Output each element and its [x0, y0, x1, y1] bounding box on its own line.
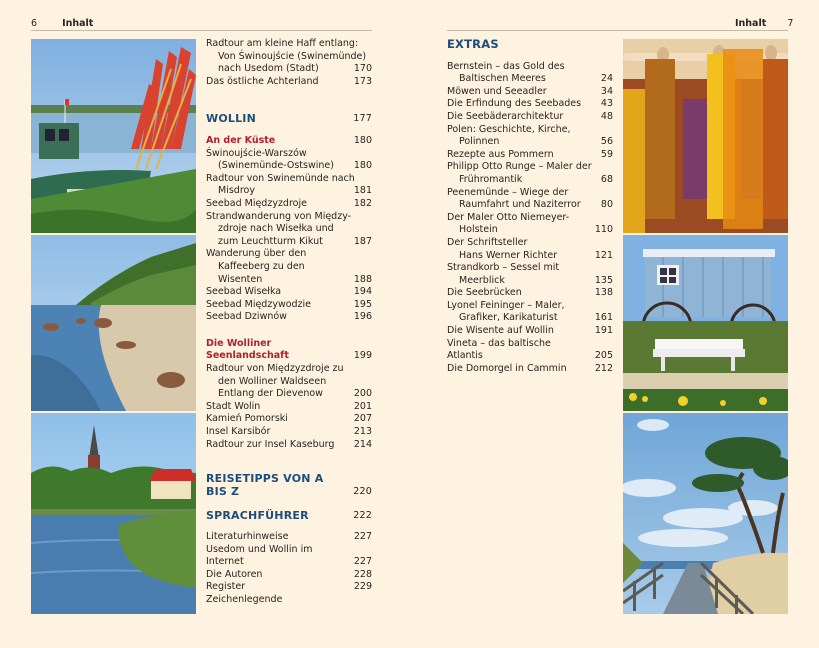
toc-entry[interactable]: Radtour zur Insel Kaseburg 214: [206, 438, 372, 450]
toc-entry[interactable]: Seebad Dziwnów 196: [206, 311, 372, 323]
toc-entry[interactable]: Polen: Geschichte, Kirche, Polinnen 56: [447, 123, 613, 148]
toc-subsection-kueste[interactable]: An der Küste 180: [206, 134, 372, 146]
extras-title: EXTRAS: [447, 37, 499, 51]
toc-entry[interactable]: Seebad Międzyzdroje 182: [206, 197, 372, 209]
toc-entry[interactable]: Die Seebäderarchitektur 48: [447, 110, 613, 122]
left-page: [0, 0, 409, 648]
toc-entry[interactable]: Philipp Otto Runge – Maler der Frühromantik 68: [447, 161, 613, 185]
header-title: Inhalt: [62, 18, 94, 29]
left-toc: [206, 38, 372, 607]
lake-town-church-photo: [31, 413, 196, 614]
toc-entry[interactable]: Die Seebrücken 138: [447, 287, 613, 299]
bathing-hut-photo: [623, 235, 788, 411]
toc-entry[interactable]: Radtour von Międzyzdroje zu den Wolliner Waldseen Entlang der Dievenow 200: [206, 363, 372, 400]
toc-entry[interactable]: Möwen und Seeadler 34: [447, 85, 613, 97]
toc-entry[interactable]: Zeichenlegende: [206, 593, 283, 605]
toc-subsection-seenlandschaft[interactable]: Die Wolliner Seenlandschaft 199: [206, 337, 372, 362]
toc-entry[interactable]: Usedom und Wollin im Internet 227: [206, 543, 372, 568]
toc-entry[interactable]: Vineta – das baltische Atlantis 205: [447, 337, 613, 362]
toc-entry[interactable]: Radtour am kleine Haff entlang: Von Świnoujście (Swinemünde) nach Usedom (Stadt) 170: [206, 38, 372, 75]
toc-entry[interactable]: Radtour von Swinemünde nach Misdroy 181: [206, 172, 372, 197]
toc-section-sprachfuehrer[interactable]: SPRACHFÜHRER 222: [206, 509, 372, 523]
toc-entry[interactable]: Das östliche Achterland 173: [206, 75, 372, 87]
toc-entry[interactable]: Wanderung über den Kaffeeberg zu den Wisenten 188: [206, 248, 372, 285]
toc-entry[interactable]: Rezepte aus Pommern 59: [447, 148, 613, 160]
header-rule: [31, 30, 372, 31]
fishing-boat-photo: [31, 39, 196, 233]
toc-entry[interactable]: Peenemünde – Wiege der Raumfahrt und Naziterror 80: [447, 186, 613, 211]
beach-path-pine-photo: [623, 413, 788, 614]
page-number: 6: [31, 18, 38, 29]
toc-entry[interactable]: Der Maler Otto Niemeyer- Holstein 110: [447, 211, 613, 236]
toc-entry[interactable]: Die Domorgel in Cammin 212: [447, 362, 613, 374]
toc-entry[interactable]: Kamień Pomorski 207: [206, 413, 372, 425]
toc-entry[interactable]: Insel Karsibór 213: [206, 426, 372, 438]
toc-entry[interactable]: Strandwanderung von Między- zdroje nach Wisełka und zum Leuchtturm Kikut 187: [206, 210, 372, 247]
toc-entry[interactable]: Świnoujście-Warszów (Swinemünde-Ostswine) 180: [206, 147, 372, 172]
toc-entry[interactable]: Literaturhinweise 227: [206, 531, 372, 542]
toc-entry[interactable]: Bernstein – das Gold des Baltischen Meeres 24: [447, 60, 613, 85]
toc-entry[interactable]: Stadt Wolin 201: [206, 400, 372, 412]
toc-entry[interactable]: Der Schriftsteller Hans Werner Richter 121: [447, 236, 613, 261]
toc-entry[interactable]: Lyonel Feininger – Maler, Grafiker, Karikaturist 161: [447, 299, 613, 324]
page-number: 7: [787, 18, 794, 29]
toc-entry[interactable]: Seebad Międzywodzie 195: [206, 298, 372, 310]
toc-entry[interactable]: Register 229: [206, 581, 372, 593]
right-page: [410, 0, 819, 648]
extras-toc: [447, 38, 613, 375]
toc-entry[interactable]: Die Wisente auf Wollin 191: [447, 325, 613, 337]
left-page-header: [31, 17, 93, 31]
toc-entry[interactable]: Strandkorb – Sessel mit Meerblick 135: [447, 262, 613, 286]
toc-entry[interactable]: Die Autoren 228: [206, 568, 372, 580]
toc-section-wollin[interactable]: WOLLIN 177: [206, 112, 372, 126]
amber-necklaces-photo: [623, 39, 788, 233]
beach-cliff-photo: [31, 235, 196, 411]
toc-entry[interactable]: Die Erfindung des Seebades 43: [447, 98, 613, 110]
toc-entry[interactable]: Seebad Wisełka 194: [206, 286, 372, 298]
header-title: Inhalt: [735, 18, 767, 29]
right-page-header: [735, 17, 793, 31]
toc-section-reisetipps[interactable]: REISETIPPS VON A BIS Z 220: [206, 472, 372, 498]
